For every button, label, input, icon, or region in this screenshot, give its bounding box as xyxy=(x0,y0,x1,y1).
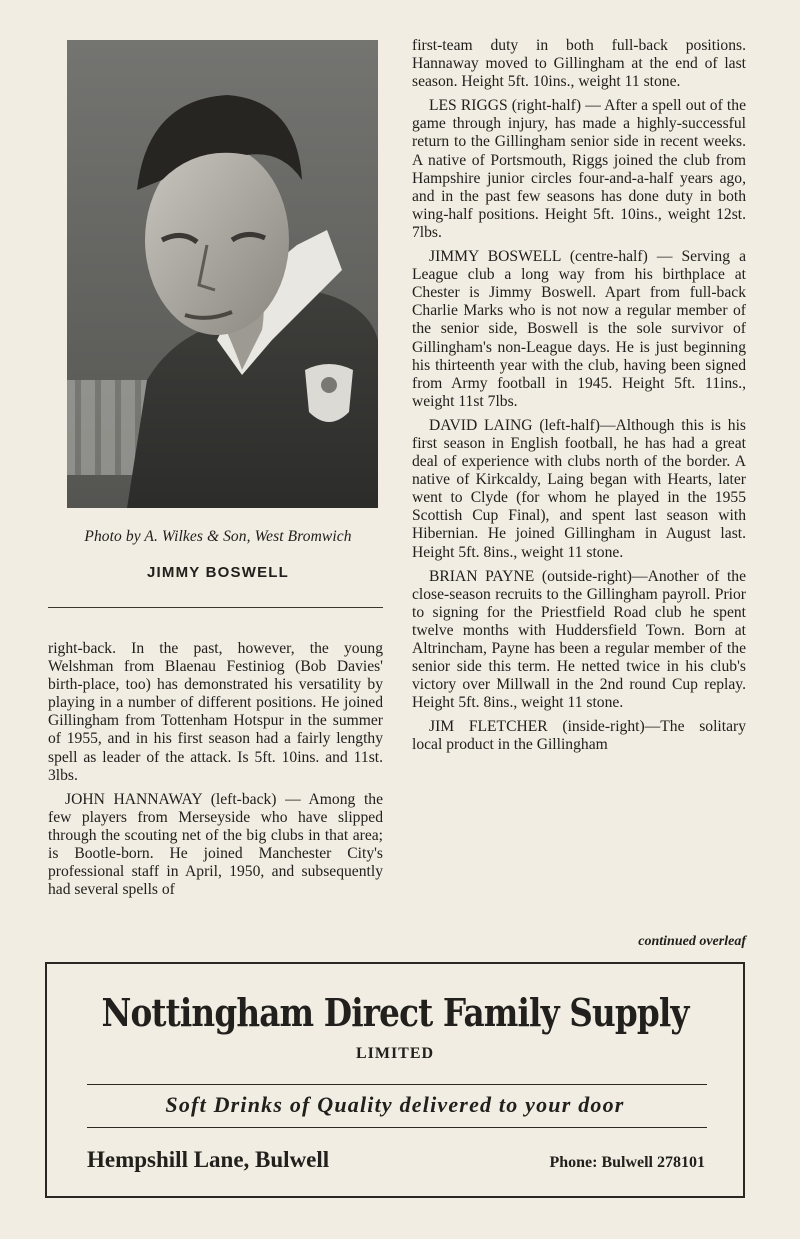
portrait-image xyxy=(67,40,378,508)
advert-divider-bottom xyxy=(87,1127,707,1128)
advert-company-name: Nottingham Direct Family Supply xyxy=(101,990,689,1035)
paragraph-john-hannaway: JOHN HANNAWAY (left-back) — Among the few players from Merseyside who have slipped through the scouting net of the big clubs in that area; is Bootle-born. He joined Manchester City's professional staff in April, 1950, and subsequently had several spells of xyxy=(48,790,383,899)
paragraph-continued: right-back. In the past, however, the young Welshman from Blaenau Festiniog (Bob Davies' birth-place, too) has demonstrated his versatility by playing in a number of different positions. He joined Gillingham from Tottenham Hotspur in the summer of 1955, and in his first season had a fairly lengthy spell as leader of the attack. Is 5ft. 10ins. and 11st. 3lbs. xyxy=(48,640,383,784)
photo-credit: Photo by A. Wilkes & Son, West Bromwich xyxy=(84,528,352,545)
paragraph-jimmy-boswell: JIMMY BOSWELL (centre-half) — Serving a League club a long way from his birthplace at Chester is Jimmy Boswell. Apart from full-back Charlie Marks who is not now a regular member of the senior side, Boswell is the sole survivor of Gillingham's non-League days. He is just beginning his thirteenth year with the club, having been signed from Army football in 1945. Height 5ft. 11ins., weight 11st 7lbs. xyxy=(412,248,746,410)
paragraph-hannaway-continued: first-team duty in both full-back positions. Hannaway moved to Gillingham at the end of last season. Height 5ft. 10ins., weight 11 stone. xyxy=(412,37,746,91)
caption-divider xyxy=(48,607,383,608)
paragraph-brian-payne: BRIAN PAYNE (outside-right)—Another of the close-season recruits to the Gillingham payroll. Prior to signing for the Priestfield Road club he spent twelve months with Huddersfield Town. Born at Altrincham, Payne has been a regular member of the senior side this term. He netted twice in his club's victory over Millwall in the 2nd round Cup replay. Height 5ft. 8ins., weight 11 stone. xyxy=(412,567,746,712)
left-text-column xyxy=(48,640,383,899)
paragraph-les-riggs: LES RIGGS (right-half) — After a spell out of the game through injury, has made a highly-successful return to the Gillingham senior side in recent weeks. A native of Portsmouth, Riggs joined the club from Hampshire junior circles four-and-a-half years ago, and in the past few seasons has done duty in both wing-half positions. Height 5ft. 10ins., weight 12st. 7lbs. xyxy=(412,97,746,241)
continued-overleaf-note: continued overleaf xyxy=(638,934,746,949)
advert-slogan: Soft Drinks of Quality delivered to your door xyxy=(165,1092,625,1117)
advert-phone: Phone: Bulwell 278101 xyxy=(549,1154,705,1171)
advert-address: Hempshill Lane, Bulwell xyxy=(87,1147,330,1172)
paragraph-jim-fletcher: JIM FLETCHER (inside-right)—The solitary local product in the Gillingham xyxy=(412,718,746,754)
advertisement-box xyxy=(45,962,745,1198)
right-text-column xyxy=(412,37,746,755)
player-photo xyxy=(67,40,378,508)
advert-limited: LIMITED xyxy=(355,1045,435,1062)
paragraph-david-laing: DAVID LAING (left-half)—Although this is his first season in English football, he has had a great deal of experience with clubs north of the border. A native of Kirkcaldy, Laing began with Hearts, later went to Clyde (for whom he played in the 1955 Scottish Cup Final), and spent last season with Hibernian. He joined Gillingham in August last. Height 5ft. 8ins., weight 11 stone. xyxy=(412,416,746,561)
photo-caption-name: JIMMY BOSWELL xyxy=(147,564,289,581)
advert-divider-top xyxy=(87,1084,707,1085)
